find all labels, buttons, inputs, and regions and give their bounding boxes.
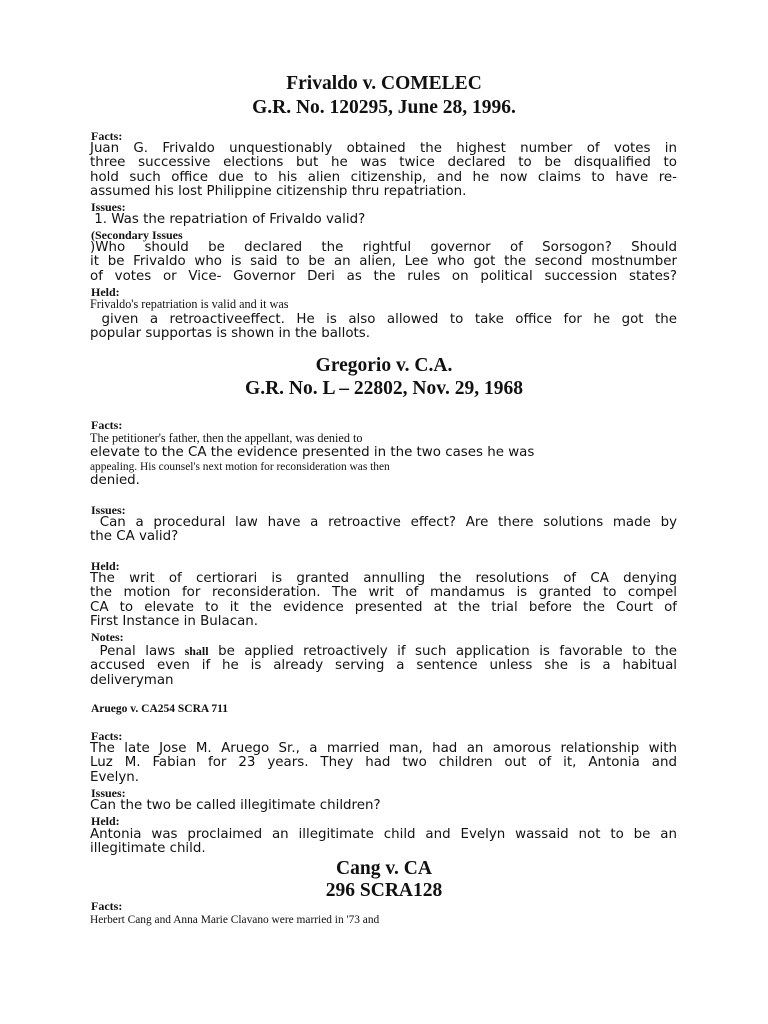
case2-notes-line: accused even if he is already serving a sentence unless she is a habitual (90, 658, 677, 674)
case2-title: Gregorio v. C.A. (315, 355, 453, 376)
case3-held (90, 828, 677, 857)
case2-notes (90, 644, 677, 688)
case1-secondary-line: )Who should be declared the rightful governor of Sorsogon? Should (90, 240, 677, 255)
case1-facts-label: Facts: (91, 129, 123, 143)
case3-facts-line: The late Jose M. Aruego Sr., a married man, had an amorous relationship with (90, 741, 677, 756)
case1-issue-1: 1. Was the repatriation of Frivaldo valid? (90, 212, 366, 227)
case1-secondary-line: it be Frivaldo who is said to be an alien, Lee who got the second mostnumber (90, 254, 677, 270)
case1-secondary-issues (90, 241, 677, 284)
case1-facts-line: Juan G. Frivaldo unquestionably obtained the highest number of votes in (90, 141, 677, 156)
case3-facts (90, 742, 677, 785)
case1-facts (90, 142, 677, 199)
case1-held (90, 313, 677, 342)
case2-issues-label: Issues: (91, 503, 126, 517)
case2-held-line: CA to elevate to it the evidence presented at the trial before the Court of (90, 599, 677, 615)
case1-held-line: given a retroactiveeffect. He is also allowed to take office for he got the (90, 312, 677, 327)
case3-facts-label: Facts: (91, 729, 123, 743)
case2-notes-line: deliveryman (90, 672, 174, 688)
case3-held-label: Held: (91, 814, 120, 828)
case2-notes-post: be applied retroactively if such application is favorable to the (208, 644, 677, 659)
case4-facts-label: Facts: (91, 899, 123, 913)
case2-issues-line: Can a procedural law have a retroactive effect? Are there solutions made by (90, 515, 677, 530)
case2-issues (90, 516, 677, 545)
case2-facts-sans-1: elevate to the CA the evidence presented in the two cases he was (90, 445, 535, 460)
case1-facts-line: assumed his lost Philippine citizenship thru repatriation. (90, 183, 467, 199)
case2-held-line: the motion for reconsideration. The writ of mandamus is granted to compel (90, 585, 677, 601)
case2-held-label: Held: (91, 559, 120, 573)
case2-facts-serif-1: The petitioner's father, then the appellant, was denied to (90, 431, 363, 445)
case2-issues-line: the CA valid? (90, 529, 179, 545)
case1-held-line: popular supportas is shown in the ballots. (90, 326, 371, 342)
case2-facts-label: Facts: (91, 418, 123, 432)
case2-notes-pre: Penal laws (90, 644, 185, 659)
case2-facts-sans-2: denied. (90, 473, 140, 488)
case3-issue: Can the two be called illegitimate children? (90, 798, 381, 813)
case1-title: Frivaldo v. COMELEC (286, 73, 482, 94)
case1-secondary-line: of votes or Vice- Governor Deri as the rules on political succession states? (90, 268, 677, 284)
case1-secondary-label: (Secondary Issues (91, 228, 183, 242)
case2-notes-first-line (90, 644, 677, 659)
case3-held-line: illegitimate child. (90, 841, 206, 857)
case4-citation: 296 SCRA128 (325, 880, 443, 901)
case2-held-line: The writ of certiorari is granted annulling the resolutions of CA denying (90, 571, 677, 586)
case3-issues-label: Issues: (91, 786, 126, 800)
case2-facts-serif-2: appealing. His counsel's next motion for reconsideration was then (90, 461, 390, 473)
case2-notes-shall: shall (184, 644, 209, 658)
case4-facts: Herbert Cang and Anna Marie Clavano were married in '73 and (90, 914, 380, 926)
case2-held (90, 572, 677, 629)
case2-notes-label: Notes: (91, 630, 124, 644)
case2-held-line: First Instance in Bulacan. (90, 613, 259, 629)
case4-title: Cang v. CA (336, 858, 432, 879)
case3-heading: Aruego v. CA254 SCRA 711 (91, 703, 229, 715)
case3-facts-line: Evelyn. (90, 769, 140, 785)
case1-held-label: Held: (91, 285, 120, 299)
case1-held-serif: Frivaldo's repatriation is valid and it was (90, 297, 289, 311)
case1-facts-line: three successive elections but he was twice declared to be disqualified to (90, 155, 677, 171)
case1-facts-line: hold such office due to his alien citizenship, and he now claims to have re- (90, 169, 677, 185)
case3-held-line: Antonia was proclaimed an illegitimate child and Evelyn wassaid not to be an (90, 827, 677, 842)
case2-citation: G.R. No. L – 22802, Nov. 29, 1968 (245, 378, 523, 399)
case3-facts-line: Luz M. Fabian for 23 years. They had two children out of it, Antonia and (90, 755, 677, 771)
case1-issues-label: Issues: (91, 200, 126, 214)
case1-citation: G.R. No. 120295, June 28, 1996. (252, 97, 516, 118)
